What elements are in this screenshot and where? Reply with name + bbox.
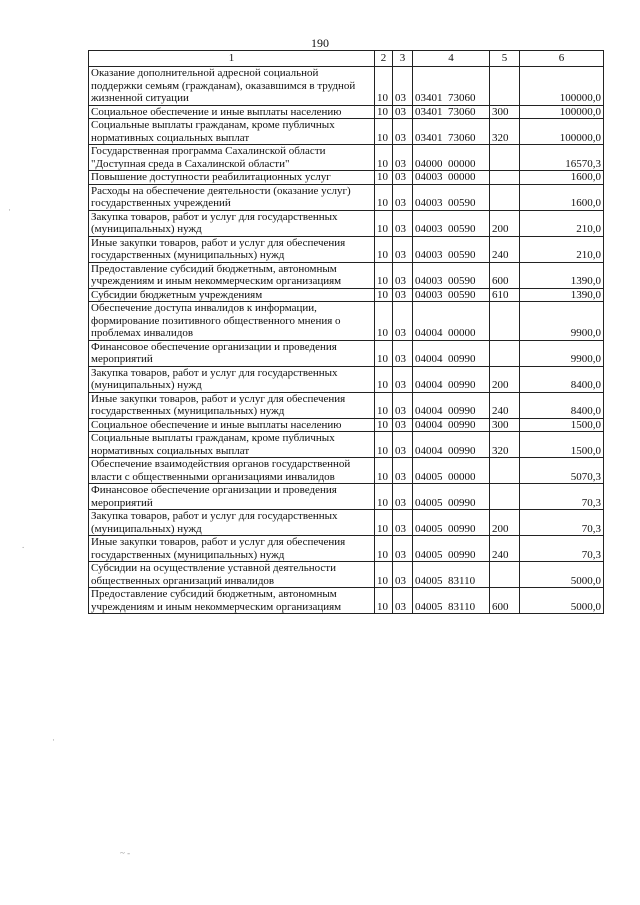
target-code-cell: 04005 00990 bbox=[413, 536, 490, 562]
subsection-code-cell: 03 bbox=[393, 510, 413, 536]
expense-type-cell: 200 bbox=[490, 210, 520, 236]
amount-cell: 210,0 bbox=[520, 210, 604, 236]
table-row bbox=[89, 288, 604, 302]
target-code-cell: 04000 00000 bbox=[413, 145, 490, 171]
scan-artifact: · bbox=[8, 205, 11, 215]
section-code-cell: 10 bbox=[375, 171, 393, 185]
amount-cell: 1390,0 bbox=[520, 262, 604, 288]
table-row bbox=[89, 536, 604, 562]
amount-cell: 1500,0 bbox=[520, 418, 604, 432]
budget-table bbox=[88, 50, 604, 614]
row-name-cell: Обеспечение взаимодействия органов государственной власти с общественными организациями инвалидов bbox=[89, 458, 375, 484]
table-row bbox=[89, 67, 604, 106]
section-code-cell: 10 bbox=[375, 236, 393, 262]
table-row bbox=[89, 340, 604, 366]
target-code-cell: 03401 73060 bbox=[413, 119, 490, 145]
target-code-cell: 04003 00590 bbox=[413, 236, 490, 262]
target-code-cell: 04003 00590 bbox=[413, 288, 490, 302]
expense-type-cell bbox=[490, 340, 520, 366]
table-row bbox=[89, 418, 604, 432]
target-code-cell: 04004 00990 bbox=[413, 340, 490, 366]
subsection-code-cell: 03 bbox=[393, 340, 413, 366]
subsection-code-cell: 03 bbox=[393, 171, 413, 185]
row-name-cell: Обеспечение доступа инвалидов к информации, формирование позитивного общественного мнения о проблемах инвалидов bbox=[89, 302, 375, 341]
table-row bbox=[89, 432, 604, 458]
row-name-cell: Оказание дополнительной адресной социальной поддержки семьям (гражданам), оказавшимся в трудной жизненной ситуации bbox=[89, 67, 375, 106]
target-code-cell: 03401 73060 bbox=[413, 105, 490, 119]
row-name-cell: Предоставление субсидий бюджетным, автономным учреждениям и иным некоммерческим организациям bbox=[89, 262, 375, 288]
expense-type-cell: 200 bbox=[490, 510, 520, 536]
amount-cell: 70,3 bbox=[520, 484, 604, 510]
expense-type-cell: 610 bbox=[490, 288, 520, 302]
table-row bbox=[89, 262, 604, 288]
row-name-cell: Социальное обеспечение и иные выплаты населению bbox=[89, 418, 375, 432]
target-code-cell: 04005 00000 bbox=[413, 458, 490, 484]
subsection-code-cell: 03 bbox=[393, 262, 413, 288]
subsection-code-cell: 03 bbox=[393, 184, 413, 210]
page-number: 190 bbox=[311, 36, 329, 50]
subsection-code-cell: 03 bbox=[393, 484, 413, 510]
scan-artifact: ~ - bbox=[120, 848, 131, 858]
amount-cell: 100000,0 bbox=[520, 119, 604, 145]
target-code-cell: 04003 00000 bbox=[413, 171, 490, 185]
amount-cell: 8400,0 bbox=[520, 392, 604, 418]
target-code-cell: 04003 00590 bbox=[413, 262, 490, 288]
target-code-cell: 04004 00990 bbox=[413, 366, 490, 392]
row-name-cell: Субсидии бюджетным учреждениям bbox=[89, 288, 375, 302]
header-cell: 3 bbox=[393, 51, 413, 67]
expense-type-cell: 600 bbox=[490, 588, 520, 614]
table-row bbox=[89, 236, 604, 262]
table-row bbox=[89, 171, 604, 185]
amount-cell: 1390,0 bbox=[520, 288, 604, 302]
amount-cell: 210,0 bbox=[520, 236, 604, 262]
row-name-cell: Предоставление субсидий бюджетным, автономным учреждениям и иным некоммерческим организациям bbox=[89, 588, 375, 614]
header-cell: 6 bbox=[520, 51, 604, 67]
table-row bbox=[89, 366, 604, 392]
subsection-code-cell: 03 bbox=[393, 236, 413, 262]
row-name-cell: Социальные выплаты гражданам, кроме публичных нормативных социальных выплат bbox=[89, 432, 375, 458]
row-name-cell: Субсидии на осуществление уставной деятельности общественных организаций инвалидов bbox=[89, 562, 375, 588]
section-code-cell: 10 bbox=[375, 302, 393, 341]
section-code-cell: 10 bbox=[375, 510, 393, 536]
table-row bbox=[89, 510, 604, 536]
target-code-cell: 04005 83110 bbox=[413, 562, 490, 588]
expense-type-cell: 300 bbox=[490, 105, 520, 119]
expense-type-cell: 240 bbox=[490, 236, 520, 262]
section-code-cell: 10 bbox=[375, 105, 393, 119]
section-code-cell: 10 bbox=[375, 366, 393, 392]
amount-cell: 1600,0 bbox=[520, 171, 604, 185]
expense-type-cell: 200 bbox=[490, 366, 520, 392]
section-code-cell: 10 bbox=[375, 536, 393, 562]
section-code-cell: 10 bbox=[375, 67, 393, 106]
row-name-cell: Иные закупки товаров, работ и услуг для обеспечения государственных (муниципальных) нужд bbox=[89, 536, 375, 562]
subsection-code-cell: 03 bbox=[393, 119, 413, 145]
row-name-cell: Социальные выплаты гражданам, кроме публичных нормативных социальных выплат bbox=[89, 119, 375, 145]
section-code-cell: 10 bbox=[375, 432, 393, 458]
section-code-cell: 10 bbox=[375, 418, 393, 432]
row-name-cell: Закупка товаров, работ и услуг для государственных (муниципальных) нужд bbox=[89, 366, 375, 392]
target-code-cell: 04004 00990 bbox=[413, 432, 490, 458]
table-row bbox=[89, 119, 604, 145]
row-name-cell: Закупка товаров, работ и услуг для государственных (муниципальных) нужд bbox=[89, 210, 375, 236]
amount-cell: 5000,0 bbox=[520, 588, 604, 614]
target-code-cell: 03401 73060 bbox=[413, 67, 490, 106]
row-name-cell: Повышение доступности реабилитационных услуг bbox=[89, 171, 375, 185]
table-row bbox=[89, 392, 604, 418]
table-row bbox=[89, 562, 604, 588]
row-name-cell: Расходы на обеспечение деятельности (оказание услуг) государственных учреждений bbox=[89, 184, 375, 210]
amount-cell: 100000,0 bbox=[520, 67, 604, 106]
amount-cell: 70,3 bbox=[520, 510, 604, 536]
section-code-cell: 10 bbox=[375, 392, 393, 418]
expense-type-cell bbox=[490, 67, 520, 106]
amount-cell: 5000,0 bbox=[520, 562, 604, 588]
row-name-cell: Иные закупки товаров, работ и услуг для обеспечения государственных (муниципальных) нужд bbox=[89, 236, 375, 262]
section-code-cell: 10 bbox=[375, 145, 393, 171]
expense-type-cell: 300 bbox=[490, 418, 520, 432]
scan-artifact: . bbox=[22, 540, 25, 550]
expense-type-cell bbox=[490, 484, 520, 510]
amount-cell: 1500,0 bbox=[520, 432, 604, 458]
section-code-cell: 10 bbox=[375, 262, 393, 288]
table-row bbox=[89, 484, 604, 510]
subsection-code-cell: 03 bbox=[393, 562, 413, 588]
subsection-code-cell: 03 bbox=[393, 366, 413, 392]
section-code-cell: 10 bbox=[375, 562, 393, 588]
subsection-code-cell: 03 bbox=[393, 288, 413, 302]
target-code-cell: 04003 00590 bbox=[413, 184, 490, 210]
row-name-cell: Финансовое обеспечение организации и проведения мероприятий bbox=[89, 340, 375, 366]
subsection-code-cell: 03 bbox=[393, 145, 413, 171]
expense-type-cell: 240 bbox=[490, 536, 520, 562]
amount-cell: 16570,3 bbox=[520, 145, 604, 171]
target-code-cell: 04005 00990 bbox=[413, 510, 490, 536]
target-code-cell: 04004 00990 bbox=[413, 418, 490, 432]
scan-artifact: · bbox=[52, 735, 55, 745]
expense-type-cell bbox=[490, 171, 520, 185]
row-name-cell: Социальное обеспечение и иные выплаты населению bbox=[89, 105, 375, 119]
target-code-cell: 04005 00990 bbox=[413, 484, 490, 510]
amount-cell: 8400,0 bbox=[520, 366, 604, 392]
amount-cell: 9900,0 bbox=[520, 302, 604, 341]
expense-type-cell bbox=[490, 145, 520, 171]
expense-type-cell: 600 bbox=[490, 262, 520, 288]
target-code-cell: 04004 00000 bbox=[413, 302, 490, 341]
amount-cell: 100000,0 bbox=[520, 105, 604, 119]
expense-type-cell bbox=[490, 184, 520, 210]
subsection-code-cell: 03 bbox=[393, 458, 413, 484]
table-row bbox=[89, 588, 604, 614]
table-row bbox=[89, 458, 604, 484]
table-row bbox=[89, 210, 604, 236]
section-code-cell: 10 bbox=[375, 340, 393, 366]
subsection-code-cell: 03 bbox=[393, 105, 413, 119]
subsection-code-cell: 03 bbox=[393, 392, 413, 418]
section-code-cell: 10 bbox=[375, 184, 393, 210]
header-cell: 4 bbox=[413, 51, 490, 67]
subsection-code-cell: 03 bbox=[393, 302, 413, 341]
row-name-cell: Государственная программа Сахалинской области "Доступная среда в Сахалинской области" bbox=[89, 145, 375, 171]
subsection-code-cell: 03 bbox=[393, 418, 413, 432]
expense-type-cell: 320 bbox=[490, 432, 520, 458]
section-code-cell: 10 bbox=[375, 458, 393, 484]
subsection-code-cell: 03 bbox=[393, 536, 413, 562]
section-code-cell: 10 bbox=[375, 288, 393, 302]
header-cell: 5 bbox=[490, 51, 520, 67]
table-row bbox=[89, 145, 604, 171]
subsection-code-cell: 03 bbox=[393, 67, 413, 106]
expense-type-cell: 320 bbox=[490, 119, 520, 145]
amount-cell: 5070,3 bbox=[520, 458, 604, 484]
amount-cell: 1600,0 bbox=[520, 184, 604, 210]
expense-type-cell bbox=[490, 458, 520, 484]
amount-cell: 70,3 bbox=[520, 536, 604, 562]
header-cell: 1 bbox=[89, 51, 375, 67]
table-row bbox=[89, 105, 604, 119]
target-code-cell: 04005 83110 bbox=[413, 588, 490, 614]
subsection-code-cell: 03 bbox=[393, 210, 413, 236]
expense-type-cell bbox=[490, 562, 520, 588]
header-row bbox=[89, 51, 604, 67]
section-code-cell: 10 bbox=[375, 588, 393, 614]
subsection-code-cell: 03 bbox=[393, 432, 413, 458]
subsection-code-cell: 03 bbox=[393, 588, 413, 614]
table-row bbox=[89, 302, 604, 341]
row-name-cell: Иные закупки товаров, работ и услуг для обеспечения государственных (муниципальных) нужд bbox=[89, 392, 375, 418]
target-code-cell: 04003 00590 bbox=[413, 210, 490, 236]
table-row bbox=[89, 184, 604, 210]
expense-type-cell bbox=[490, 302, 520, 341]
row-name-cell: Закупка товаров, работ и услуг для государственных (муниципальных) нужд bbox=[89, 510, 375, 536]
amount-cell: 9900,0 bbox=[520, 340, 604, 366]
header-cell: 2 bbox=[375, 51, 393, 67]
target-code-cell: 04004 00990 bbox=[413, 392, 490, 418]
row-name-cell: Финансовое обеспечение организации и проведения мероприятий bbox=[89, 484, 375, 510]
expense-type-cell: 240 bbox=[490, 392, 520, 418]
section-code-cell: 10 bbox=[375, 119, 393, 145]
section-code-cell: 10 bbox=[375, 210, 393, 236]
section-code-cell: 10 bbox=[375, 484, 393, 510]
